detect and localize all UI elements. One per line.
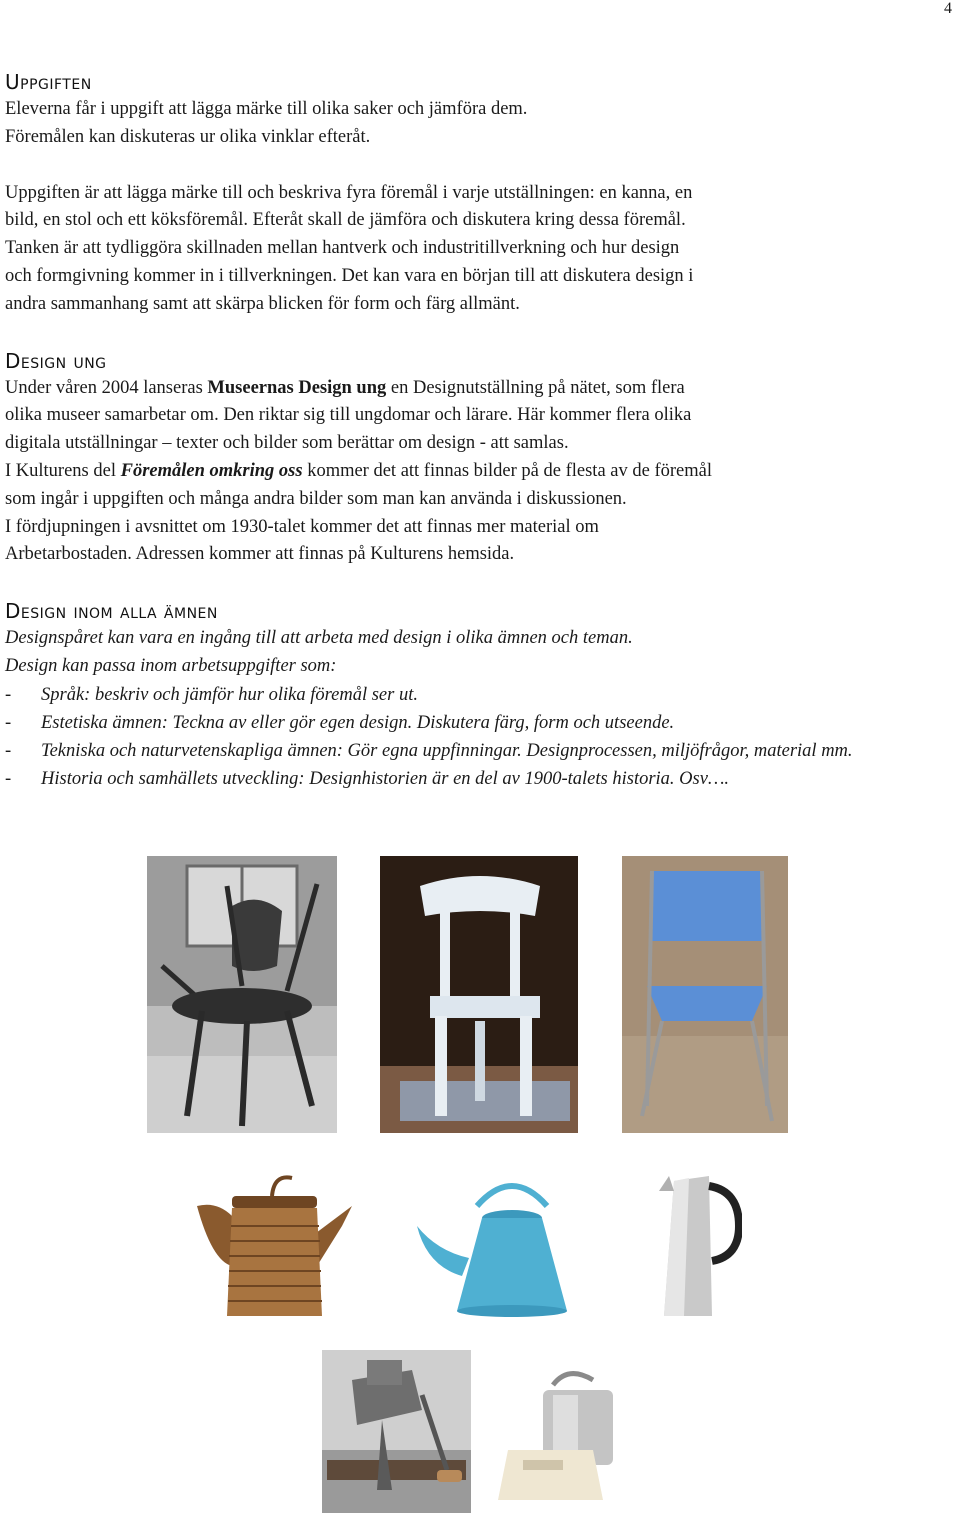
text-line: andra sammanhang samt att skärpa blicken för form och färg allmänt. xyxy=(5,293,520,314)
design-ung-paragraph xyxy=(5,375,955,570)
design-inom-intro xyxy=(5,625,955,681)
subject-list-item xyxy=(5,681,955,709)
bullet-marker: - xyxy=(5,768,12,789)
text-line: Arbetarbostaden. Adressen kommer att finnas på Kulturens hemsida. xyxy=(5,544,515,565)
bullet-text: Historia och samhällets utveckling: Designhistorien är en del av 1900-talets historia. Osv…. xyxy=(41,768,730,789)
uppgiften-para2 xyxy=(5,180,955,319)
bullet-text: Tekniska och naturvetenskapliga ämnen: Gör egna uppfinningar. Designprocessen, miljöfrågor, material mm. xyxy=(41,740,853,761)
bullet-text: Språk: beskriv och jämför hur olika föremål ser ut. xyxy=(41,684,418,705)
bullet-text: Estetiska ämnen: Teckna av eller gör egen design. Diskutera färg, form och utseende. xyxy=(41,712,675,733)
text-line: I fördjupningen i avsnittet om 1930-talet kommer det att finnas mer material om xyxy=(5,516,599,537)
heading-uppgiften: Uppgiften xyxy=(5,70,92,94)
wooden-jug-photo xyxy=(192,1166,354,1326)
text-segment: kommer det att finnas bilder på de flesta av de föremål xyxy=(302,460,712,481)
text-line: bild, en stol och ett köksföremål. Efteråt skall de jämföra och diskutera kring dessa föremål. xyxy=(5,210,686,231)
subject-list xyxy=(5,681,955,793)
tubular-chair-photo xyxy=(622,856,788,1133)
kulturen-section-name: Föremålen omkring oss xyxy=(120,460,303,481)
exhibition-name: Museernas Design ung xyxy=(207,377,387,398)
page-number: 4 xyxy=(944,0,952,17)
text-segment: I Kulturens del xyxy=(5,460,121,481)
text-line: Designspåret kan vara en ingång till att arbeta med design i olika ämnen och teman. xyxy=(5,628,633,649)
text-line: Uppgiften är att lägga märke till och beskriva fyra föremål i varje utställningen: en kanna, en xyxy=(5,182,693,203)
document-body xyxy=(5,68,955,793)
text-line: digitala utställningar – texter och bilder som berättar om design - att samlas. xyxy=(5,433,569,454)
bullet-marker: - xyxy=(5,740,12,761)
text-line: Föremålen kan diskuteras ur olika vinklar efteråt. xyxy=(5,126,371,147)
text-line: olika museer samarbetar om. Den riktar sig till ungdomar och lärare. Här kommer flera olika xyxy=(5,405,692,426)
uppgiften-para1 xyxy=(5,96,955,152)
text-line: Eleverna får i uppgift att lägga märke till olika saker och jämföra dem. xyxy=(5,99,528,119)
text-line: Design kan passa inom arbetsuppgifter som: xyxy=(5,655,337,676)
bullet-marker: - xyxy=(5,712,12,733)
white-chair-photo xyxy=(380,856,578,1133)
heading-design-ung: Design ung xyxy=(5,348,107,373)
text-line: Tanken är att tydliggöra skillnaden mellan hantverk och industritillverkning och hur design xyxy=(5,238,680,259)
subject-list-item xyxy=(5,765,955,793)
steel-pot-photo xyxy=(654,1166,742,1326)
heading-design-inom-alla-amnen: Design inom alla ämnen xyxy=(5,599,218,624)
text-segment: en Designutställning på nätet, som flera xyxy=(386,377,685,398)
wooden-chair-photo xyxy=(147,856,337,1133)
kitchen-machine-photo xyxy=(483,1350,636,1513)
text-line: och formgivning kommer in i tillverkningen. Det kan vara en början till att diskutera design i xyxy=(5,265,694,286)
enamel-kettle-photo xyxy=(407,1166,616,1326)
text-segment: Under våren 2004 lanseras xyxy=(5,377,208,398)
subject-list-item xyxy=(5,737,955,765)
subject-list-item xyxy=(5,709,955,737)
meat-grinder-photo xyxy=(322,1350,471,1513)
bullet-marker: - xyxy=(5,684,12,705)
text-line: som ingår i uppgiften och många andra bilder som man kan använda i diskussionen. xyxy=(5,488,627,509)
